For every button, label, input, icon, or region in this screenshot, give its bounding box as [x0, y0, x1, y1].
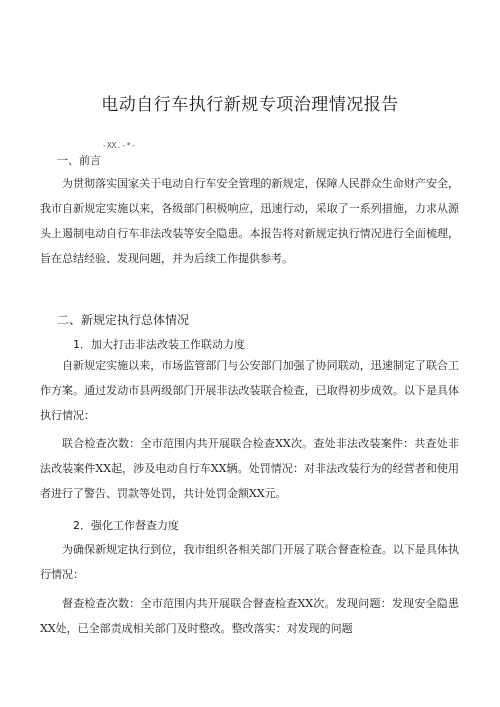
paragraph-supervision-intro: 为确保新规定执行到位，我市组织各相关部门开展了联合督查检查。以下是具体执行情况：: [40, 543, 459, 581]
paragraph-crackdown-details: 联合检查次数：全市范围内共开展联合检查XX次。查处非法改装案件：共查处非法改装案件XX起，涉及电动自行车XX辆。处罚情况：对非法改装行为的经营者和使用者进行了警告、罚款等处罚，共计处罚金额XX元。: [40, 437, 459, 500]
document-mark: -XX.-*-: [102, 141, 136, 150]
subheading-crackdown: 1．加大打击非法改装工作联动力度: [73, 338, 245, 351]
paragraph-preface: 为贯彻落实国家关于电动自行车安全管理的新规定，保障人民群众生命财产安全，我市自新规定实施以来，各级部门积极响应，迅速行动，采取了一系列措施，力求从源头上遏制电动自行车非法改装等安全隐患。本报告将对新规定执行情况进行全面梳理，旨在总结经验、发现问题，并为后续工作提供参考。: [40, 177, 459, 265]
paragraph-crackdown-intro: 自新规定实施以来，市场监管部门与公安部门加强了协同联动，迅速制定了联合工作方案。通过发动市县两级部门开展非法改装联合检查，已取得初步成效。以下是具体执行情况：: [40, 359, 459, 422]
section-heading-preface: 一、前言: [57, 154, 101, 167]
subheading-supervision: 2．强化工作督查力度: [73, 519, 179, 532]
section-heading-overall: 二、新规定执行总体情况: [57, 313, 190, 327]
document-title: 电动自行车执行新规专项治理情况报告: [101, 95, 399, 115]
paragraph-supervision-details: 督查检查次数：全市范围内共开展联合督查检查XX次。发现问题：发现安全隐患XX处，已全部责成相关部门及时整改。整改落实：对发现的问题: [40, 597, 459, 635]
